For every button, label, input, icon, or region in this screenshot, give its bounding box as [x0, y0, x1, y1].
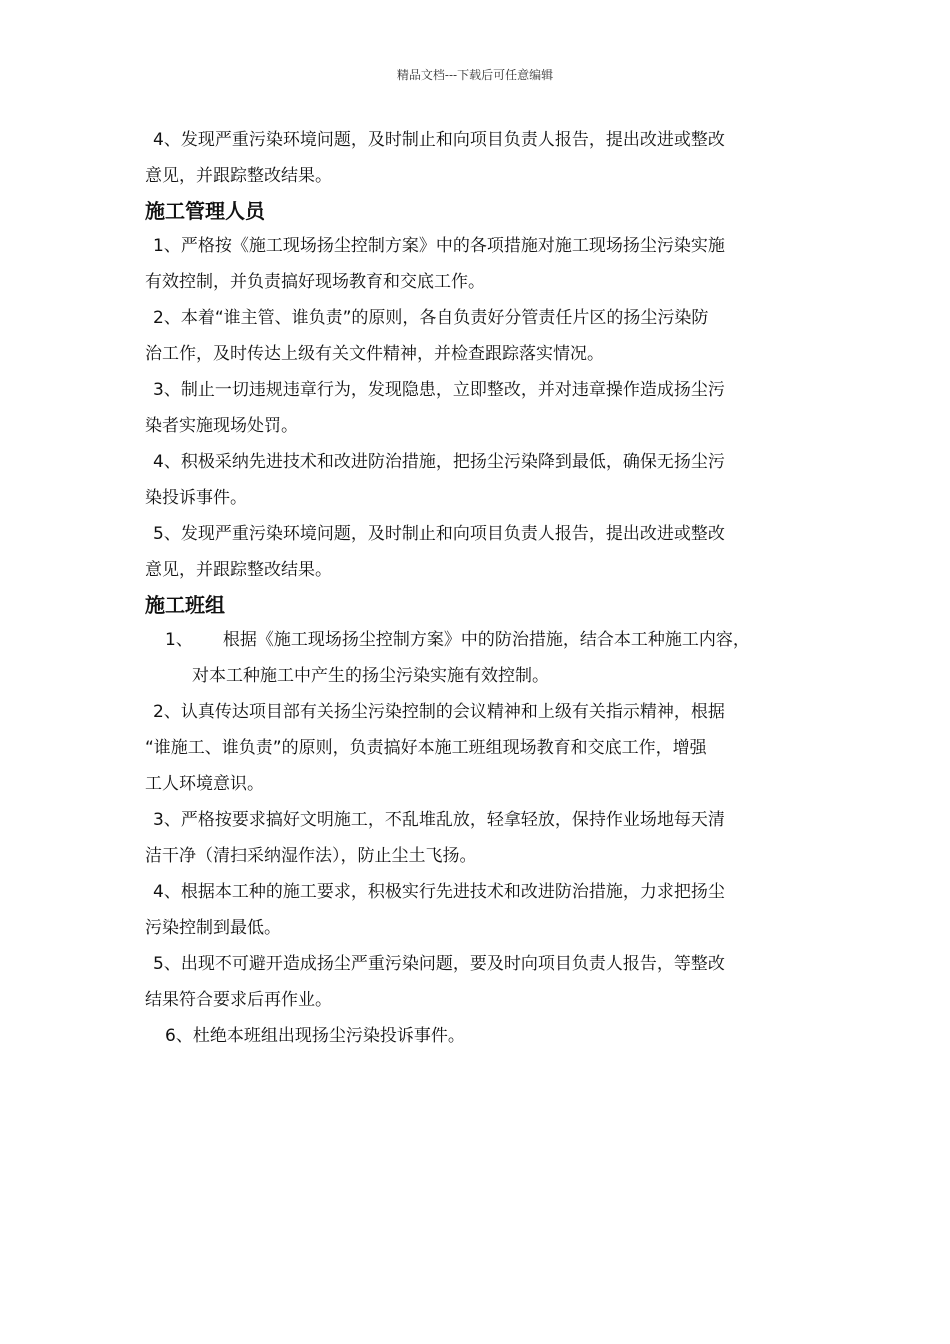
managers-paragraph-3 [145, 372, 813, 444]
paragraph-line: 5、出现不可避开造成扬尘严重污染问题，要及时向项目负责人报告，等整改 [153, 954, 725, 974]
paragraph-line: 意见，并跟踪整改结果。 [145, 166, 332, 186]
managers-paragraph-2 [145, 300, 813, 372]
paragraph-line: 意见，并跟踪整改结果。 [145, 560, 332, 580]
paragraph-line: 1、严格按《施工现场扬尘控制方案》中的各项措施对施工现场扬尘污染实施 [153, 236, 725, 256]
list-number: 1、 [165, 630, 193, 650]
team-paragraph-6 [145, 1018, 813, 1054]
paragraph-line: 4、根据本工种的施工要求，积极实行先进技术和改进防治措施，力求把扬尘 [153, 882, 725, 902]
paragraph-line: 洁干净（清扫采纳湿作法），防止尘土飞扬。 [145, 846, 477, 866]
paragraph-line: 污染控制到最低。 [145, 918, 281, 938]
paragraph-line: 2、认真传达项目部有关扬尘污染控制的会议精神和上级有关指示精神，根据 [153, 702, 725, 722]
managers-paragraph-5 [145, 516, 813, 588]
document-body [145, 122, 813, 1054]
page-header: 精品文档---下载后可任意编辑 [396, 68, 554, 82]
paragraph-text: 根据《施工现场扬尘控制方案》中的防治措施，结合本工种施工内容， [222, 630, 750, 650]
team-paragraph-4 [145, 874, 813, 946]
managers-paragraph-4 [145, 444, 813, 516]
paragraph-line: 染投诉事件。 [145, 488, 247, 508]
paragraph-line: 4、发现严重污染环境问题，及时制止和向项目负责人报告，提出改进或整改 [153, 130, 725, 150]
paragraph-line: 3、制止一切违规违章行为，发现隐患，立即整改，并对违章操作造成扬尘污 [153, 380, 725, 400]
paragraph-line: 治工作，及时传达上级有关文件精神，并检查跟踪落实情况。 [145, 344, 604, 364]
paragraph-line: 5、发现严重污染环境问题，及时制止和向项目负责人报告，提出改进或整改 [153, 524, 725, 544]
paragraph-line: 工人环境意识。 [145, 774, 264, 794]
paragraph-line: 2、本着“谁主管、谁负责”的原则，各自负责好分管责任片区的扬尘污染防 [153, 308, 709, 328]
managers-paragraph-1 [145, 228, 813, 300]
team-paragraph-2 [145, 694, 813, 802]
paragraph-line: “谁施工、谁负责”的原则，负责搞好本施工班组现场教育和交底工作，增强 [145, 738, 707, 758]
paragraph-line: 6、杜绝本班组出现扬尘污染投诉事件。 [165, 1026, 465, 1046]
intro-paragraph-4 [145, 122, 813, 194]
paragraph-line: 3、严格按要求搞好文明施工，不乱堆乱放，轻拿轻放，保持作业场地每天清 [153, 810, 725, 830]
team-paragraph-1 [145, 622, 813, 694]
paragraph-line [145, 622, 813, 658]
section-heading-managers: 施工管理人员 [145, 199, 265, 223]
paragraph-line: 染者实施现场处罚。 [145, 416, 298, 436]
paragraph-line: 对本工种施工中产生的扬尘污染实施有效控制。 [192, 666, 549, 686]
paragraph-line: 有效控制，并负责搞好现场教育和交底工作。 [145, 272, 485, 292]
paragraph-line: 结果符合要求后再作业。 [145, 990, 332, 1010]
team-paragraph-5 [145, 946, 813, 1018]
paragraph-line: 4、积极采纳先进技术和改进防治措施，把扬尘污染降到最低，确保无扬尘污 [153, 452, 725, 472]
section-heading-team: 施工班组 [145, 593, 225, 617]
team-paragraph-3 [145, 802, 813, 874]
